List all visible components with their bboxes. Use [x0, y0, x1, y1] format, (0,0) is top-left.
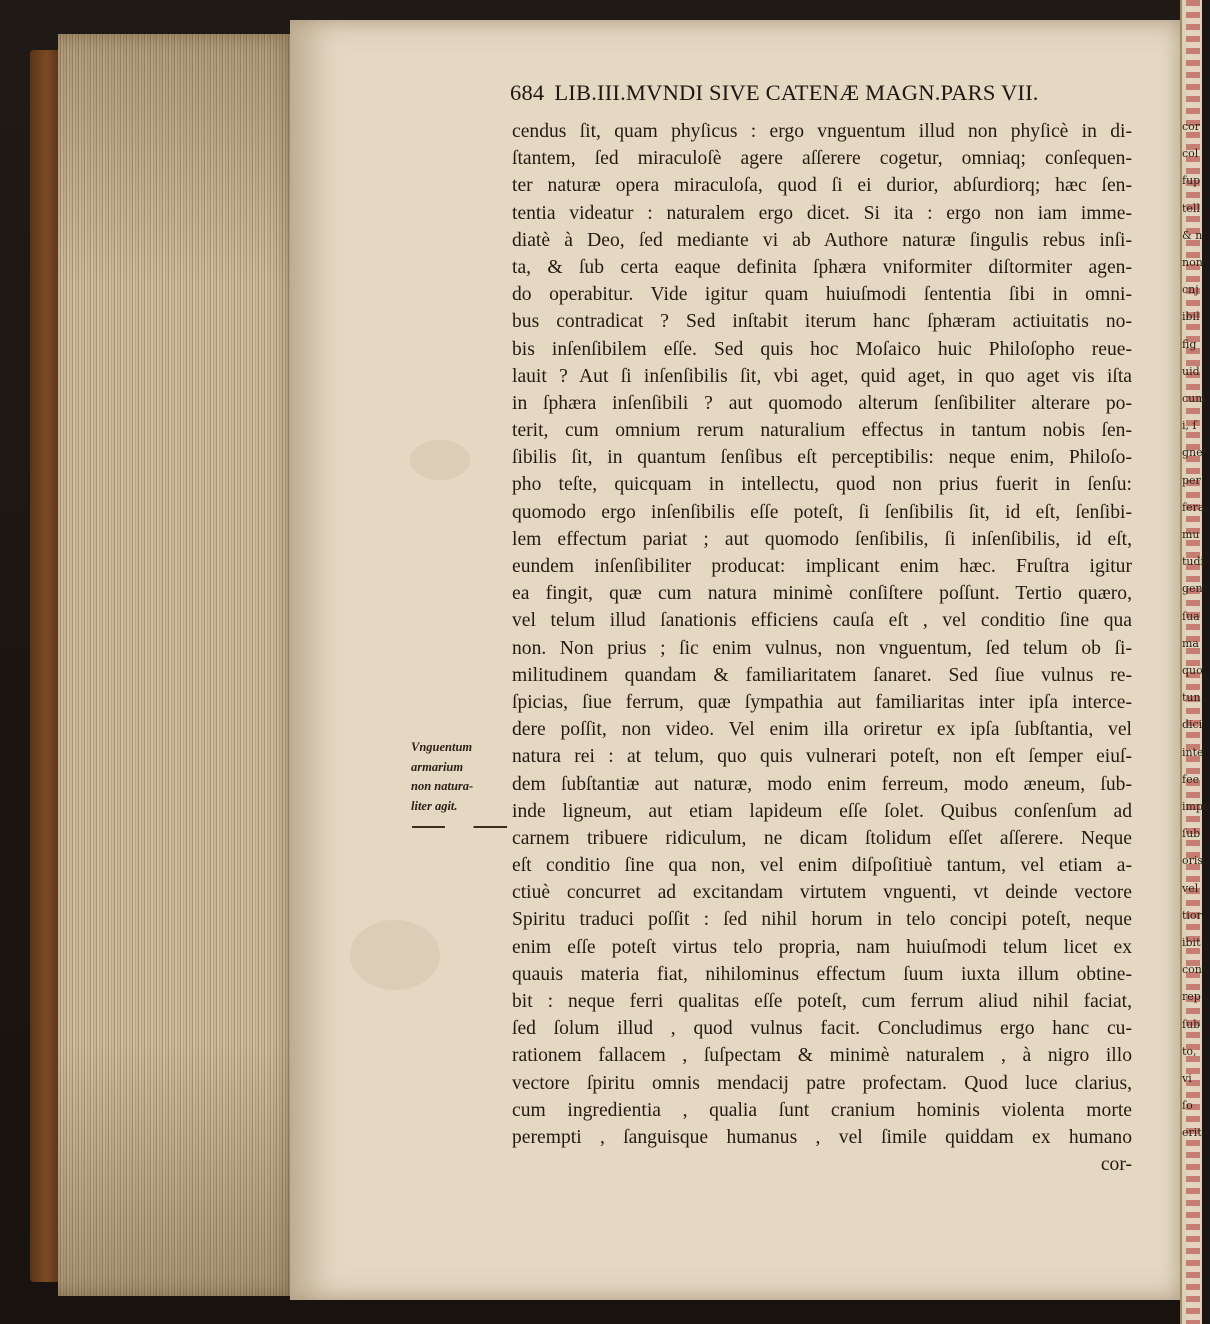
facing-page-fragment: rep — [1182, 990, 1201, 1004]
facing-page-fragment: & n — [1182, 228, 1203, 242]
text-line: cum ingredientia , qualia ſunt cranium hominis violenta morte — [512, 1099, 1132, 1121]
text-line: enim eſſe poteſt virtus telo propria, nam huiuſmodi telum licet ex — [512, 936, 1132, 958]
text-line: ctiuè concurret ad excitandam virtutem vnguenti, vt deinde vectore — [512, 882, 1132, 904]
text-line: rationem fallacem , ſuſpectam & minimè naturalem , à nigro illo — [512, 1045, 1132, 1067]
text-line: bit : neque ferri qualitas eſſe poteſt, cum ferrum aliud nihil faciat, — [512, 991, 1132, 1012]
text-line: perempti , ſanguisque humanus , vel ſimile quiddam ex humano — [512, 1126, 1132, 1148]
facing-page-fragment: gne — [1182, 446, 1203, 460]
text-line: in ſphæra inſenſibili ? aut quomodo alterum ſenſibiliter alterare po- — [512, 392, 1132, 414]
paper-stain — [410, 440, 470, 480]
text-line: inde ligneum, aut etiam lapideum eſſe ſolet. Quibus conſenſum ad — [512, 800, 1132, 822]
facing-page-fragment: oris — [1182, 854, 1204, 868]
text-line: tentia videatur : naturalem ergo dicet. Si ita : ergo non iam imme- — [512, 202, 1132, 224]
text-line: vectore ſpiritu omnis mendacij patre profectam. Quod luce clarius, — [512, 1072, 1132, 1094]
text-line: ta, & ſub certa eaque definita ſphæra vniformiter diſtormiter agen- — [512, 256, 1132, 278]
facing-page-fragment: col — [1182, 147, 1199, 161]
marginal-note-line: Vnguentum — [411, 740, 473, 754]
facing-page-fragment: non — [1182, 256, 1203, 269]
text-line: dere poſſit, non video. Vel enim illa oriretur ex ipſa ſubſtantia, vel — [512, 719, 1132, 741]
facing-page-fragment: fera — [1182, 500, 1205, 514]
facing-page-fragment: cor — [1182, 120, 1201, 133]
facing-page-fragment: ſub — [1182, 827, 1201, 841]
facing-page-fragment: fig — [1182, 337, 1197, 351]
text-line: carnem tribuere ridiculum, ne dicam ſtolidum eſſet aſſerere. Neque — [512, 827, 1132, 849]
facing-page-fragment: per — [1182, 473, 1201, 487]
facing-page-fragment: inte — [1182, 745, 1204, 759]
facing-page-fragment: ma — [1182, 636, 1199, 650]
text-line: bus contradicat ? Sed inſtabit iterum hanc ſphæram actiuitatis no- — [512, 311, 1132, 333]
text-line: ea fingit, quæ cum natura minimè conſiſtere poſſunt. Tertio quæro, — [512, 583, 1132, 605]
facing-page-fragment: cum — [1182, 392, 1206, 405]
facing-page-fragment: vel — [1182, 881, 1199, 895]
text-line: non. Non prius ; ſic enim vulnus, non vnguentum, ſed telum ob ſi- — [512, 637, 1132, 659]
text-line: ſpicias, ſiue ferrum, quæ ſympathia aut familiaritas inter ipſa interce- — [512, 691, 1132, 713]
facing-page-fragment: quo — [1182, 664, 1203, 677]
facing-page-fragment: ſua — [1182, 609, 1200, 623]
facing-page-fragment: gen — [1182, 582, 1203, 596]
facing-page-fragment: ſo — [1182, 1099, 1193, 1113]
facing-page-fragment: vi — [1182, 1072, 1192, 1085]
text-line: lauit ? Aut ſi inſenſibilis ſit, vbi aget, quid aget, in quo aget vis iſta — [512, 365, 1132, 387]
facing-page-fragment: con — [1182, 963, 1202, 977]
text-line: quomodo ergo inſenſibilis eſſe poteſt, ſi ſenſibilis ſit, id eſt, ſenſibi- — [512, 501, 1132, 523]
text-line: do operabitur. Vide igitur quam huiuſmodi ſententia ſibi in omni- — [512, 284, 1132, 306]
catchword: cor- — [1100, 1154, 1132, 1176]
facing-page-fragment: fup — [1182, 174, 1201, 188]
text-line: ſtantem, ſed miraculoſè agere aſſerere cogetur, omniaq; conſequen- — [512, 148, 1132, 170]
facing-page-fragment: i, ſ — [1182, 419, 1197, 433]
text-line: natura rei : at telum, quo quis vulnerari poteſt, non eſt ſemper eiuſ- — [512, 746, 1132, 768]
marginal-note-line: liter agit. — [411, 798, 458, 813]
facing-page-fragment: ſub — [1182, 1017, 1201, 1031]
text-line: militudinem quandam & familiaritatem ſanaret. Sed ſiue vulnus re- — [512, 664, 1132, 686]
facing-page-fragment: fee — [1182, 772, 1200, 786]
text-line: vel telum illud ſanationis efficiens cauſa eſt , vel conditio ſine qua — [512, 610, 1132, 632]
text-line: dem ſubſtantiæ aut naturæ, modo enim ferreum, modo æneum, ſub- — [512, 773, 1132, 795]
facing-page-fragment: erit — [1182, 1126, 1202, 1140]
body-text — [512, 118, 1132, 1178]
facing-page-fragment: tudi — [1182, 555, 1205, 569]
marginal-note-line: non natura- — [411, 779, 474, 793]
text-line: terit, cum omnium rerum naturalium effectus in tantum nobis ſen- — [512, 420, 1132, 442]
text-line: pho teſte, quicquam in intellectu, quod non prius fuerit in ſenſu: — [512, 474, 1132, 496]
facing-page-fragment: ibit — [1182, 936, 1201, 949]
text-line: quauis materia fiat, nihilominus effectum ſuum iuxta illum obtine- — [512, 963, 1132, 985]
facing-page-fragment: uid — [1182, 364, 1200, 378]
text-line: Spiritu traduci poſſit : ſed nihil horum in telo concipi poteſt, neque — [512, 909, 1132, 931]
text-line: lem effectum pariat ; aut quomodo ſenſibilis, ſi inſenſibilis, id eſt, — [512, 528, 1132, 550]
text-line: cendus ſit, quam phyſicus : ergo vnguentum illud non phyſicè in di- — [512, 121, 1132, 142]
page-block-shading — [58, 34, 298, 1296]
facing-page-fragment: tell — [1182, 201, 1200, 215]
facing-page-fragment: dici — [1182, 718, 1203, 732]
text-line: ſibilis ſit, in quantum ſenſibus eſt perceptibilis: neque enim, Philoſo- — [512, 447, 1132, 469]
facing-page-fragment: mu — [1182, 528, 1200, 541]
facing-page-fragment: tior — [1182, 908, 1202, 922]
running-head — [510, 80, 1150, 106]
facing-page-fragment: ibil — [1182, 310, 1200, 324]
text-line: eundem inſenſibiliter producat: implicant enim hæc. Fruſtra igitur — [512, 556, 1132, 577]
paper-stain — [350, 920, 440, 990]
marginal-rule — [412, 826, 507, 828]
bookmark-ribbon — [1186, 0, 1200, 1324]
text-line: eſt conditio ſine qua non, vel enim diſpoſitiuè tantum, vel etiam a- — [512, 855, 1132, 877]
facing-page-fragment: impe — [1182, 800, 1210, 813]
facing-page-fragment: cnj — [1182, 283, 1199, 297]
text-line: diatè à Deo, ſed mediante vi ab Authore naturæ ſingulis rebus inſi- — [512, 229, 1132, 251]
text-line: ter naturæ opera miraculoſa, quod ſi ei durior, abſurdiorq; hæc ſen- — [512, 175, 1132, 197]
marginal-note — [411, 738, 507, 816]
page-number: 684 — [510, 80, 545, 105]
text-line: bis inſenſibilem eſſe. Sed quis hoc Moſaico huic Philoſopho reue- — [512, 338, 1132, 360]
text-line: ſed ſolum illud , quod vulnus facit. Concludimus ergo hanc cu- — [512, 1018, 1132, 1040]
marginal-note-line: armarium — [411, 759, 464, 774]
facing-page-fragment: to, — [1182, 1044, 1197, 1058]
facing-page-fragment: tun — [1182, 691, 1201, 705]
facing-page-edge — [1180, 0, 1210, 1324]
running-title: LIB.III.MVNDI SIVE CATENÆ MAGN.PARS VII. — [554, 80, 1039, 105]
